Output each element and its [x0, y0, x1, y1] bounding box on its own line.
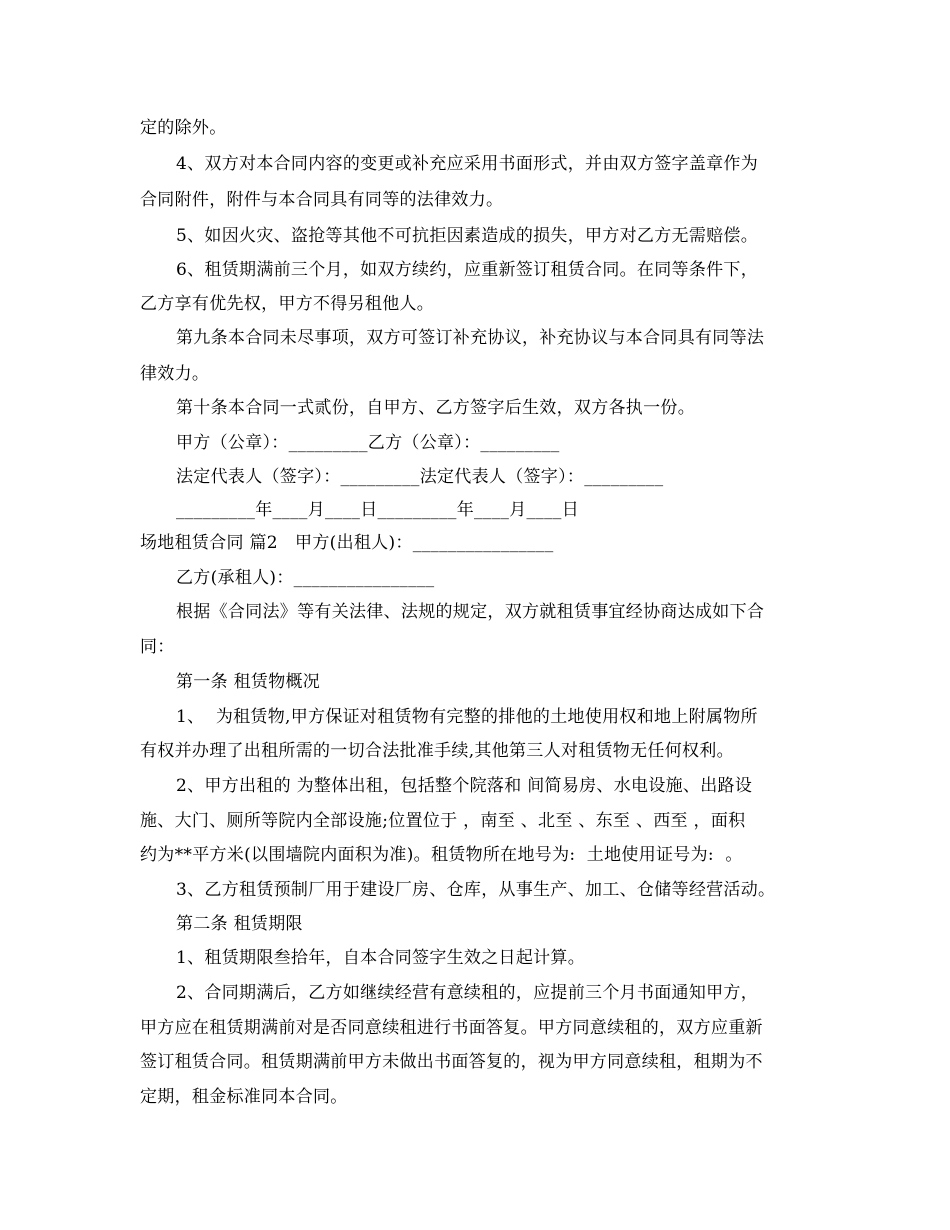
text-line: 定的除外。 [140, 118, 227, 138]
text-line: 第十条本合同一式贰份，自甲方、乙方签字后生效，双方各执一份。 [176, 398, 695, 418]
text-line: 同： [140, 637, 175, 657]
text-line: 乙方(承租人)：________________ [176, 568, 435, 588]
signature-line: 甲方（公章）：_________乙方（公章）：_________ [176, 433, 560, 453]
text-line: 甲方应在租赁期满前对是否同意续租进行书面答复。甲方同意续租的，双方应重新 [140, 1018, 763, 1038]
date-line: _________年____月____日_________年____月____日 [176, 500, 579, 520]
text-line: 1、 为租赁物,甲方保证对租赁物有完整的排他的土地使用权和地上附属物所 [176, 707, 758, 727]
text-line: 定期，租金标准同本合同。 [140, 1087, 348, 1107]
signature-line: 法定代表人（签字）：_________法定代表人（签字）：_________ [176, 467, 664, 487]
text-line: 第九条本合同未尽事项，双方可签订补充协议，补充协议与本合同具有同等法 [176, 328, 765, 348]
text-line: 2、甲方出租的 为整体出租，包括整个院落和 间简易房、水电设施、出路设 [176, 776, 753, 796]
text-line: 合同附件，附件与本合同具有同等的法律效力。 [140, 190, 504, 210]
section-heading: 场地租赁合同 篇2 甲方(出租人)：________________ [140, 533, 554, 553]
text-line: 律效力。 [140, 364, 210, 384]
text-line: 2、合同期满后，乙方如继续经营有意续租的，应提前三个月书面通知甲方， [176, 983, 759, 1003]
text-line: 5、如因火灾、盗抢等其他不可抗拒因素造成的损失，甲方对乙方无需赔偿。 [176, 226, 759, 246]
text-line: 6、租赁期满前三个月，如双方续约，应重新签订租赁合同。在同等条件下， [176, 260, 759, 280]
clause-heading: 第一条 租赁物概况 [176, 672, 321, 692]
text-line: 3、乙方租赁预制厂用于建设厂房、仓库，从事生产、加工、仓储等经营活动。 [176, 880, 776, 900]
text-line: 乙方享有优先权，甲方不得另租他人。 [140, 294, 435, 314]
text-line: 约为**平方米(以围墙院内面积为准)。租赁物所在地号为: 土地使用证号为: 。 [140, 845, 743, 865]
text-line: 签订租赁合同。租赁期满前甲方未做出书面答复的，视为甲方同意续租，租期为不 [140, 1052, 763, 1072]
text-line: 1、租赁期限叁拾年，自本合同签字生效之日起计算。 [176, 948, 586, 968]
clause-heading: 第二条 租赁期限 [176, 914, 303, 934]
text-line: 4、双方对本合同内容的变更或补充应采用书面形式，并由双方签字盖章作为 [176, 154, 759, 174]
text-line: 根据《合同法》等有关法律、法规的规定，双方就租赁事宜经协商达成如下合 [176, 602, 765, 622]
text-line: 施、大门、厕所等院内全部设施;位置位于 ，南至 、北至 、东至 、西至 ，面积 [140, 811, 746, 831]
text-line: 有权并办理了出租所需的一切合法批准手续,其他第三人对租赁物无任何权利。 [140, 741, 734, 761]
